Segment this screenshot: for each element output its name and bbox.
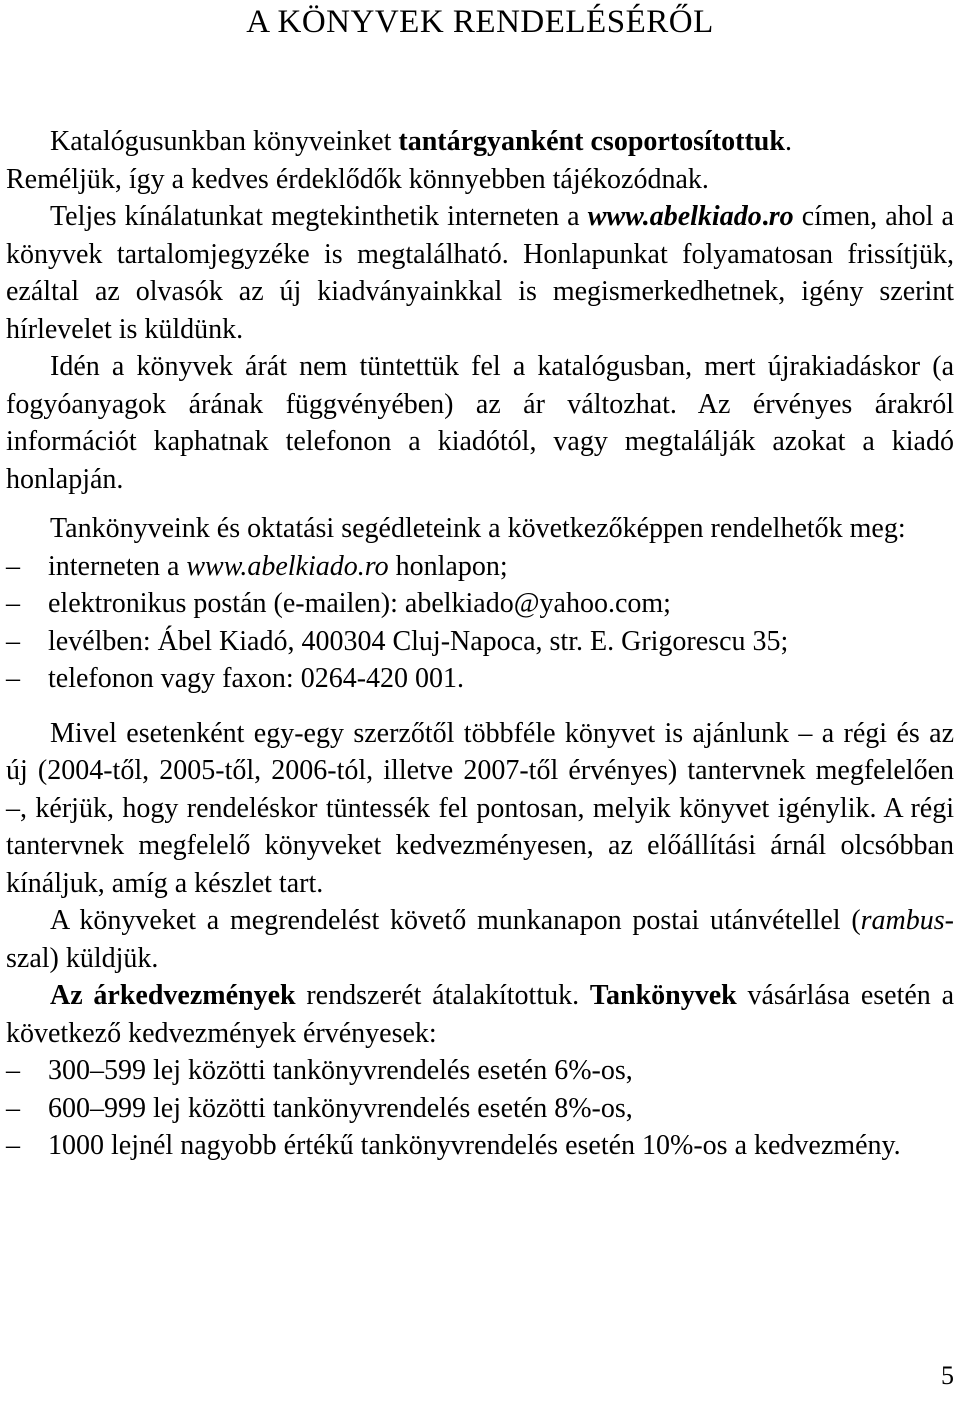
website-link[interactable]: abelkiado bbox=[649, 201, 762, 232]
order-methods-list bbox=[6, 548, 954, 698]
notes-paragraph-3: Az árkedvezmények rendszerét átalakítottuk. Tankönyvek vásárlása esetén a következő kedvezmények érvényesek: bbox=[6, 980, 955, 1049]
page-number: 5 bbox=[941, 1361, 954, 1390]
intro-paragraph-1: Katalógusunkban könyveinket tantárgyanként csoportosítottuk. bbox=[50, 126, 792, 157]
intro-bold-phrase: tantárgyanként csoportosítottuk bbox=[398, 126, 785, 157]
notes-paragraph-1: Mivel esetenként egy-egy szerzőtől többféle könyvet is ajánlunk – a régi és az új (2004-től, 2005-től, 2006-tól, illetve 2007-től érvényes) tantervnek megfelelően –, kérjük, hogy rendeléskor tüntessék fel pontosan, melyik könyvet igénylik. A régi tantervnek megfelelő könyveket kedvezményesen, az előállítási árnál olcsóbban kínáljuk, amíg a készlet tart. bbox=[6, 717, 954, 899]
list-item bbox=[6, 623, 954, 661]
page-title: A KÖNYVEK RENDELÉSÉRŐL bbox=[246, 4, 714, 40]
phone-text: telefonon vagy faxon: 0264-420 001. bbox=[48, 663, 465, 694]
body-text bbox=[6, 123, 954, 1165]
dash-bullet: – bbox=[6, 625, 20, 657]
postal-address: levélben: Ábel Kiadó, 400304 Cluj-Napoca, str. E. Grigorescu 35; bbox=[48, 625, 789, 657]
list-item: – 300–599 lej közötti tankönyvrendelés esetén 6%-os, bbox=[6, 1052, 954, 1090]
intro-paragraph-3: Teljes kínálatunkat megtekinthetik interneten a www.abelkiado.ro címen, ahol a könyvek tartalomjegyzéke is megtalálható. Honlapunkat folyamatosan frissítjük, ezáltal az olvasók az új kiadványainkkal is megismerkedhetnek, igény szerint hírlevelet is küldünk. bbox=[6, 201, 954, 345]
intro-paragraph-4: Idén a könyvek árát nem tüntettük fel a katalógusban, mert újrakiadáskor (a fogyóanyagok árának függvényében) az ár változhat. Az érvényes árakról információt kaphatnak telefonon a kiadótól, vagy megtalálják azokat a kiadó honlapján. bbox=[6, 351, 954, 495]
email-text: elektronikus postán (e-mailen): abelkiado@yahoo.com; bbox=[48, 588, 671, 619]
list-item bbox=[6, 585, 954, 623]
dash-bullet: – bbox=[6, 1130, 20, 1161]
dash-bullet: – bbox=[6, 1092, 20, 1124]
list-item: – interneten a www.abelkiado.ro honlapon; bbox=[6, 548, 954, 586]
intro-paragraph-2: Reméljük, így a kedves érdeklődők könnyebben tájékozódnak. bbox=[6, 163, 709, 195]
list-item: – 600–999 lej közötti tankönyvrendelés esetén 8%-os, bbox=[6, 1090, 954, 1128]
discount-list bbox=[6, 1052, 954, 1165]
dash-bullet: – bbox=[6, 588, 20, 619]
website-link-2[interactable]: www.abelkiado.ro bbox=[186, 550, 389, 582]
order-lead: Tankönyveink és oktatási segédleteink a következőképpen rendelhetők meg: bbox=[50, 513, 906, 544]
list-item bbox=[6, 660, 954, 698]
dash-bullet: – bbox=[6, 1055, 20, 1086]
dash-bullet: – bbox=[6, 550, 20, 582]
list-item: – 1000 lejnél nagyobb értékű tankönyvrendelés esetén 10%-os a kedvezmény. bbox=[6, 1127, 954, 1165]
notes-paragraph-2: A könyveket a megrendelést követő munkanapon postai utánvétellel (rambus-szal) küldjük. bbox=[6, 905, 954, 974]
dash-bullet: – bbox=[6, 663, 20, 694]
